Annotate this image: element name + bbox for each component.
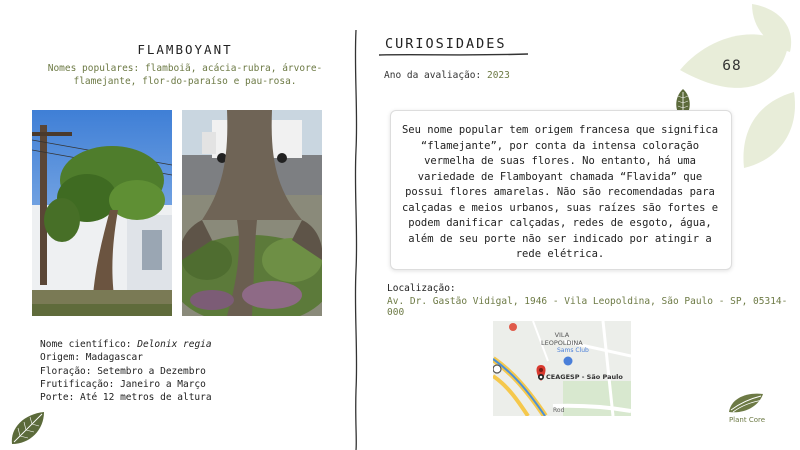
location-map[interactable] <box>493 321 631 416</box>
origin-row: Origem: Madagascar <box>40 352 143 364</box>
plant-core-logo-icon <box>725 390 767 416</box>
page-number: 68 <box>722 58 742 74</box>
title-underline <box>378 52 530 58</box>
location-address[interactable]: Av. Dr. Gastão Vidigal, 1946 - Vila Leopoldina, São Paulo - SP, 05314-000 <box>387 296 788 318</box>
fruiting-row: Frutificação: Janeiro a Março <box>40 378 206 390</box>
leaf-icon <box>8 408 48 448</box>
popular-names <box>40 62 330 88</box>
popular-names-line-2: flamejante, flor-do-paraíso e pau-rosa. <box>73 76 297 87</box>
size-row: Porte: Até 12 metros de altura <box>40 392 212 404</box>
evaluation-year-value: 2023 <box>486 70 510 81</box>
scientific-name-label: Nome científico: <box>40 339 132 350</box>
plant-core-logo-text: Plant Core <box>728 416 766 424</box>
evaluation-year-label: Ano da avaliação: <box>384 70 482 81</box>
tree-facts <box>40 338 212 404</box>
evaluation-year <box>384 70 510 81</box>
map-district-label: VILA LEOPOLDINA <box>541 331 583 347</box>
curiosities-title: CURIOSIDADES <box>385 36 507 52</box>
location-label: Localização: <box>387 283 456 294</box>
curiosities-text: Seu nome popular tem origem francesa que significa “flamejante”, por conta da intensa coloração vermelha de suas flores. No entanto, há uma variedade de Flamboyant chamada “Flavida” que possui flores amarelas. Não são recomendadas para calçadas e meios urbanos, suas raízes são fortes e podem danificar calçadas, redes de esgoto, água, além de seu porte não ser indicado por atingir a rede elétrica. <box>401 124 719 260</box>
species-title: FLAMBOYANT <box>137 42 233 57</box>
map-road-label: Rod <box>553 407 565 414</box>
flowering-row: Floração: Setembro a Dezembro <box>40 365 206 377</box>
tree-photo-1 <box>32 110 172 316</box>
map-place-label: CEAGESP - São Paulo <box>546 373 623 381</box>
map-club-label: Sams Club <box>557 347 589 354</box>
scientific-name-row <box>40 338 212 351</box>
column-divider <box>352 30 360 450</box>
tree-photo-2 <box>182 110 322 316</box>
scientific-name-value: Delonix regia <box>137 339 212 350</box>
popular-names-line-1: Nomes populares: flamboiã, acácia-rubra, árvore- <box>47 63 323 74</box>
